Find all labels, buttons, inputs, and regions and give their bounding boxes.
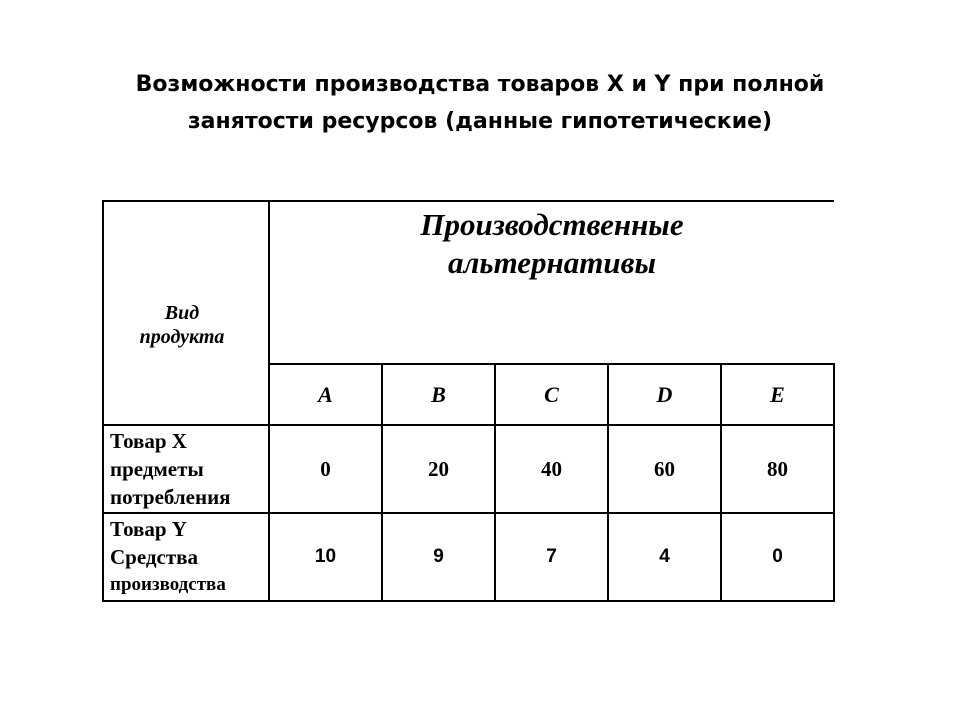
row-label-line: предметы bbox=[110, 457, 204, 481]
row-label-line: Товар X bbox=[110, 429, 187, 453]
table-cell: 80 bbox=[721, 425, 834, 513]
table-row-good-x bbox=[103, 425, 834, 513]
row-label-line: Товар Y bbox=[110, 517, 187, 541]
table-cell: 9 bbox=[382, 513, 495, 601]
product-header-line-2: продукта bbox=[139, 326, 225, 348]
table-cell: 0 bbox=[721, 513, 834, 601]
table-cell: 20 bbox=[382, 425, 495, 513]
slide-title bbox=[0, 66, 960, 140]
row-label-good-x bbox=[103, 425, 269, 513]
product-type-header bbox=[103, 201, 269, 425]
product-header-line-1: Вид bbox=[164, 302, 200, 324]
table-cell: 7 bbox=[495, 513, 608, 601]
row-label-line: Средства bbox=[110, 545, 198, 569]
table-cell: 10 bbox=[269, 513, 382, 601]
table-cell: 40 bbox=[495, 425, 608, 513]
alternatives-header-line-1: Производственные bbox=[420, 207, 684, 242]
alternative-c-header: C bbox=[495, 364, 608, 425]
production-possibilities-table bbox=[102, 200, 835, 602]
title-line-1: Возможности производства товаров X и Y при полной bbox=[135, 72, 825, 97]
alternative-e-header: E bbox=[721, 364, 834, 425]
alternatives-header bbox=[269, 201, 834, 364]
row-label-good-y bbox=[103, 513, 269, 601]
row-label-line: потребления bbox=[110, 485, 231, 509]
alternative-b-header: B bbox=[382, 364, 495, 425]
title-line-2: занятости ресурсов (данные гипотетические) bbox=[187, 109, 773, 134]
table-row-good-y bbox=[103, 513, 834, 601]
alternative-d-header: D bbox=[608, 364, 721, 425]
alternatives-header-line-2: альтернативы bbox=[448, 245, 656, 280]
table-cell: 0 bbox=[269, 425, 382, 513]
table-cell: 4 bbox=[608, 513, 721, 601]
table-cell: 60 bbox=[608, 425, 721, 513]
row-label-line: производства bbox=[110, 574, 226, 595]
alternative-a-header: A bbox=[269, 364, 382, 425]
